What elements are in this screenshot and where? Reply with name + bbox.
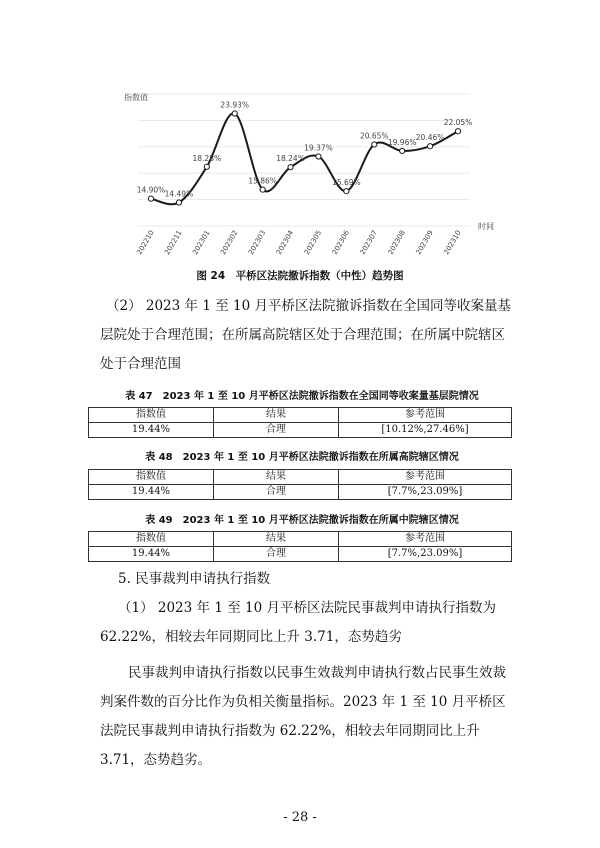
header-result: 结果: [214, 470, 339, 485]
table-47-caption: 表 47 2023 年 1 至 10 月平桥区法院撤诉指数在全国同等收案量基层院情况: [125, 391, 479, 402]
page-number: - 28 -: [283, 810, 317, 825]
data-point: [288, 165, 293, 170]
data-label: 19.37%: [304, 143, 333, 153]
table-header-row: [89, 408, 512, 423]
data-label: 22.05%: [443, 118, 473, 128]
trend-line-chart: [110, 84, 495, 256]
table-47: [88, 407, 512, 438]
cell-index-value: 19.44%: [89, 423, 214, 438]
y-axis-label: 指数值: [124, 93, 148, 102]
data-point: [372, 142, 377, 147]
header-index-value: 指数值: [89, 408, 214, 423]
x-tick-label: 202306: [330, 229, 352, 256]
data-point: [427, 144, 432, 149]
x-tick-label: 202210: [135, 229, 156, 256]
cell-reference-range: [7.7%,23.09%]: [339, 547, 512, 562]
x-tick-label: 202303: [247, 229, 268, 256]
cell-reference-range: [10.12%,27.46%]: [339, 423, 512, 438]
section-5-title: 5. 民事裁判申请执行指数: [118, 571, 271, 587]
data-label: 14.90%: [136, 185, 166, 195]
table-49: [88, 531, 512, 562]
x-tick-label: 202304: [274, 229, 296, 256]
figure-caption: 图 24 平桥区法院撤诉指数（中性）趋势图: [196, 270, 404, 282]
cell-reference-range: [7.7%,23.09%]: [339, 485, 512, 500]
x-tick-label: 202305: [302, 229, 324, 256]
data-point: [344, 189, 349, 194]
table-row: [89, 485, 512, 500]
table-row: [89, 423, 512, 438]
header-result: 结果: [214, 408, 339, 423]
data-label: 20.46%: [415, 133, 445, 143]
section-5-body: 民事裁判申请执行指数以民事生效裁判申请执行数占民事生效裁判案件数的百分比作为负相关衡量指标。2023 年 1 至 10 月平桥区法院民事裁判申请执行指数为 62.22%，相较去年同期同比上升 3.71，态势趋劣。: [100, 665, 506, 768]
table-48-caption: 表 48 2023 年 1 至 10 月平桥区法院撤诉指数在所属高院辖区情况: [145, 452, 459, 463]
cell-index-value: 19.44%: [89, 485, 214, 500]
data-point: [260, 187, 265, 192]
section-5-subheading: （1） 2023 年 1 至 10 月平桥区法院民事裁判申请执行指数为 62.22%，相较去年同期同比上升 3.71，态势趋劣: [100, 600, 496, 645]
header-reference-range: 参考范围: [339, 408, 512, 423]
cell-result: 合理: [214, 423, 339, 438]
data-label: 18.28%: [192, 153, 222, 163]
data-point: [316, 154, 321, 159]
table-header-row: [89, 470, 512, 485]
table-header-row: [89, 532, 512, 547]
data-label: 18.24%: [276, 154, 305, 164]
header-reference-range: 参考范围: [339, 470, 512, 485]
table-48: [88, 469, 512, 500]
data-point: [400, 148, 405, 153]
table-49-caption: 表 49 2023 年 1 至 10 月平桥区法院撤诉指数在所属中院辖区情况: [145, 515, 459, 526]
x-tick-label: 202301: [191, 229, 212, 256]
data-point: [232, 111, 237, 116]
header-index-value: 指数值: [89, 470, 214, 485]
data-label: 23.93%: [220, 100, 250, 110]
x-tick-label: 202307: [358, 229, 380, 256]
header-result: 结果: [214, 532, 339, 547]
x-tick-label: 202309: [414, 229, 435, 256]
section-2-paragraph: （2） 2023 年 1 至 10 月平桥区法院撤诉指数在全国同等收案量基层院处于合理范围；在所属高院辖区处于合理范围；在所属中院辖区处于合理范围: [100, 298, 511, 372]
cell-result: 合理: [214, 485, 339, 500]
x-tick-label: 202308: [386, 229, 407, 256]
data-label: 15.86%: [248, 176, 277, 186]
x-tick-label: 202211: [163, 229, 184, 256]
data-label: 20.65%: [359, 131, 389, 141]
data-label: 15.69%: [332, 178, 361, 188]
data-point: [455, 129, 460, 134]
data-label: 19.96%: [387, 137, 417, 147]
cell-result: 合理: [214, 547, 339, 562]
cell-index-value: 19.44%: [89, 547, 214, 562]
data-point: [148, 196, 153, 201]
data-label: 14.49%: [164, 189, 194, 199]
data-point: [204, 164, 209, 169]
data-point: [176, 200, 181, 205]
x-axis-label: 时间: [478, 222, 494, 231]
header-reference-range: 参考范围: [339, 532, 512, 547]
chart-marks: [135, 101, 472, 256]
table-row: [89, 547, 512, 562]
header-index-value: 指数值: [89, 532, 214, 547]
x-tick-label: 202302: [219, 229, 240, 256]
x-tick-label: 202310: [442, 229, 463, 256]
